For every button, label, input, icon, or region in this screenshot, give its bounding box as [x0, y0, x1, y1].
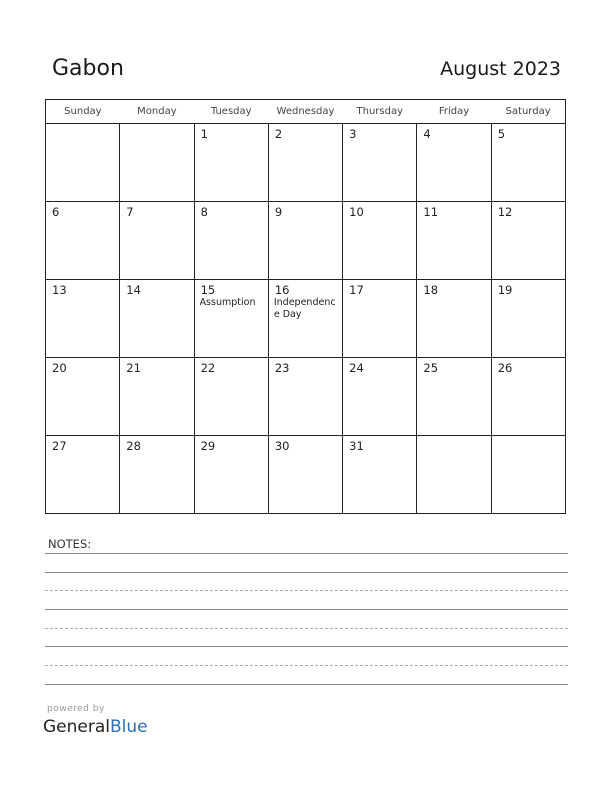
day-number: 14	[126, 283, 141, 297]
day-number: 6	[52, 205, 60, 219]
week-row	[46, 124, 566, 202]
day-cell	[46, 436, 120, 514]
day-cell	[194, 202, 268, 280]
day-cell	[268, 436, 342, 514]
day-cell	[417, 436, 491, 514]
day-number: 24	[349, 361, 364, 375]
day-number: 12	[497, 205, 513, 219]
day-number: 21	[126, 361, 141, 375]
powered-by-text: powered by	[47, 704, 105, 714]
day-number: 3	[349, 127, 357, 141]
notes-line	[45, 553, 568, 554]
notes-line	[45, 628, 568, 629]
day-number: 2	[274, 127, 283, 141]
day-cell	[343, 124, 417, 202]
notes-line	[45, 590, 568, 591]
day-cell	[417, 124, 491, 202]
day-cell	[343, 436, 417, 514]
notes-line	[45, 665, 568, 666]
day-number: 9	[274, 205, 283, 219]
day-number: 19	[497, 283, 513, 297]
brand-blue: Blue	[110, 717, 148, 737]
weekday-thursday: Thursday	[343, 100, 417, 124]
week-row	[46, 202, 566, 280]
holiday-label: Assumption	[199, 297, 256, 308]
week-row	[46, 280, 566, 358]
day-number: 10	[349, 205, 364, 219]
day-cell	[491, 280, 565, 358]
day-number: 26	[497, 361, 513, 375]
brand-general: General	[43, 717, 110, 737]
day-number: 1	[200, 127, 208, 141]
day-number: 13	[52, 283, 67, 297]
day-number: 23	[274, 361, 290, 375]
day-number: 20	[52, 361, 67, 375]
day-cell	[46, 358, 120, 436]
day-cell	[491, 124, 565, 202]
day-cell	[120, 124, 194, 202]
day-number: 7	[126, 205, 134, 219]
day-cell	[343, 280, 417, 358]
day-number: 17	[349, 283, 364, 297]
weekday-header-row	[46, 100, 566, 124]
weekday-wednesday: Wednesday	[268, 100, 342, 124]
day-number: 11	[423, 205, 439, 219]
country-title: Gabon	[52, 56, 124, 81]
day-cell	[491, 358, 565, 436]
day-number: 27	[52, 439, 67, 453]
day-cell	[268, 280, 342, 358]
weekday-friday: Friday	[417, 100, 491, 124]
day-number: 30	[274, 439, 290, 453]
day-number: 25	[423, 361, 439, 375]
day-number: 15	[200, 283, 216, 297]
day-number: 5	[497, 127, 506, 141]
week-row	[46, 358, 566, 436]
calendar-grid	[45, 99, 566, 514]
day-cell	[46, 124, 120, 202]
notes-line	[45, 609, 568, 610]
notes-line	[45, 684, 568, 685]
notes-label: NOTES:	[48, 537, 92, 551]
holiday-label: Independence Day	[273, 297, 336, 320]
notes-line	[45, 572, 568, 573]
day-cell	[194, 280, 268, 358]
day-cell	[194, 436, 268, 514]
month-title: August 2023	[440, 58, 561, 80]
day-cell	[120, 202, 194, 280]
day-cell	[120, 280, 194, 358]
day-number: 29	[200, 439, 216, 453]
day-cell	[268, 124, 342, 202]
day-cell	[120, 436, 194, 514]
day-cell	[417, 202, 491, 280]
weekday-sunday: Sunday	[46, 100, 120, 124]
day-number: 8	[200, 205, 208, 219]
day-cell	[343, 202, 417, 280]
day-cell	[194, 358, 268, 436]
notes-line	[45, 646, 568, 647]
day-cell	[491, 202, 565, 280]
day-number: 31	[349, 439, 364, 453]
generalblue-logo	[43, 717, 148, 737]
day-number: 22	[200, 361, 216, 375]
weekday-monday: Monday	[120, 100, 194, 124]
week-row	[46, 436, 566, 514]
day-cell	[417, 280, 491, 358]
day-cell	[268, 358, 342, 436]
weekday-saturday: Saturday	[491, 100, 565, 124]
day-cell	[491, 436, 565, 514]
weekday-tuesday: Tuesday	[194, 100, 268, 124]
day-cell	[268, 202, 342, 280]
day-cell	[343, 358, 417, 436]
day-number: 28	[126, 439, 141, 453]
day-cell	[194, 124, 268, 202]
day-cell	[417, 358, 491, 436]
day-number: 18	[423, 283, 439, 297]
day-number: 4	[423, 127, 431, 141]
day-cell	[120, 358, 194, 436]
day-cell	[46, 280, 120, 358]
day-number: 16	[274, 283, 290, 297]
day-cell	[46, 202, 120, 280]
